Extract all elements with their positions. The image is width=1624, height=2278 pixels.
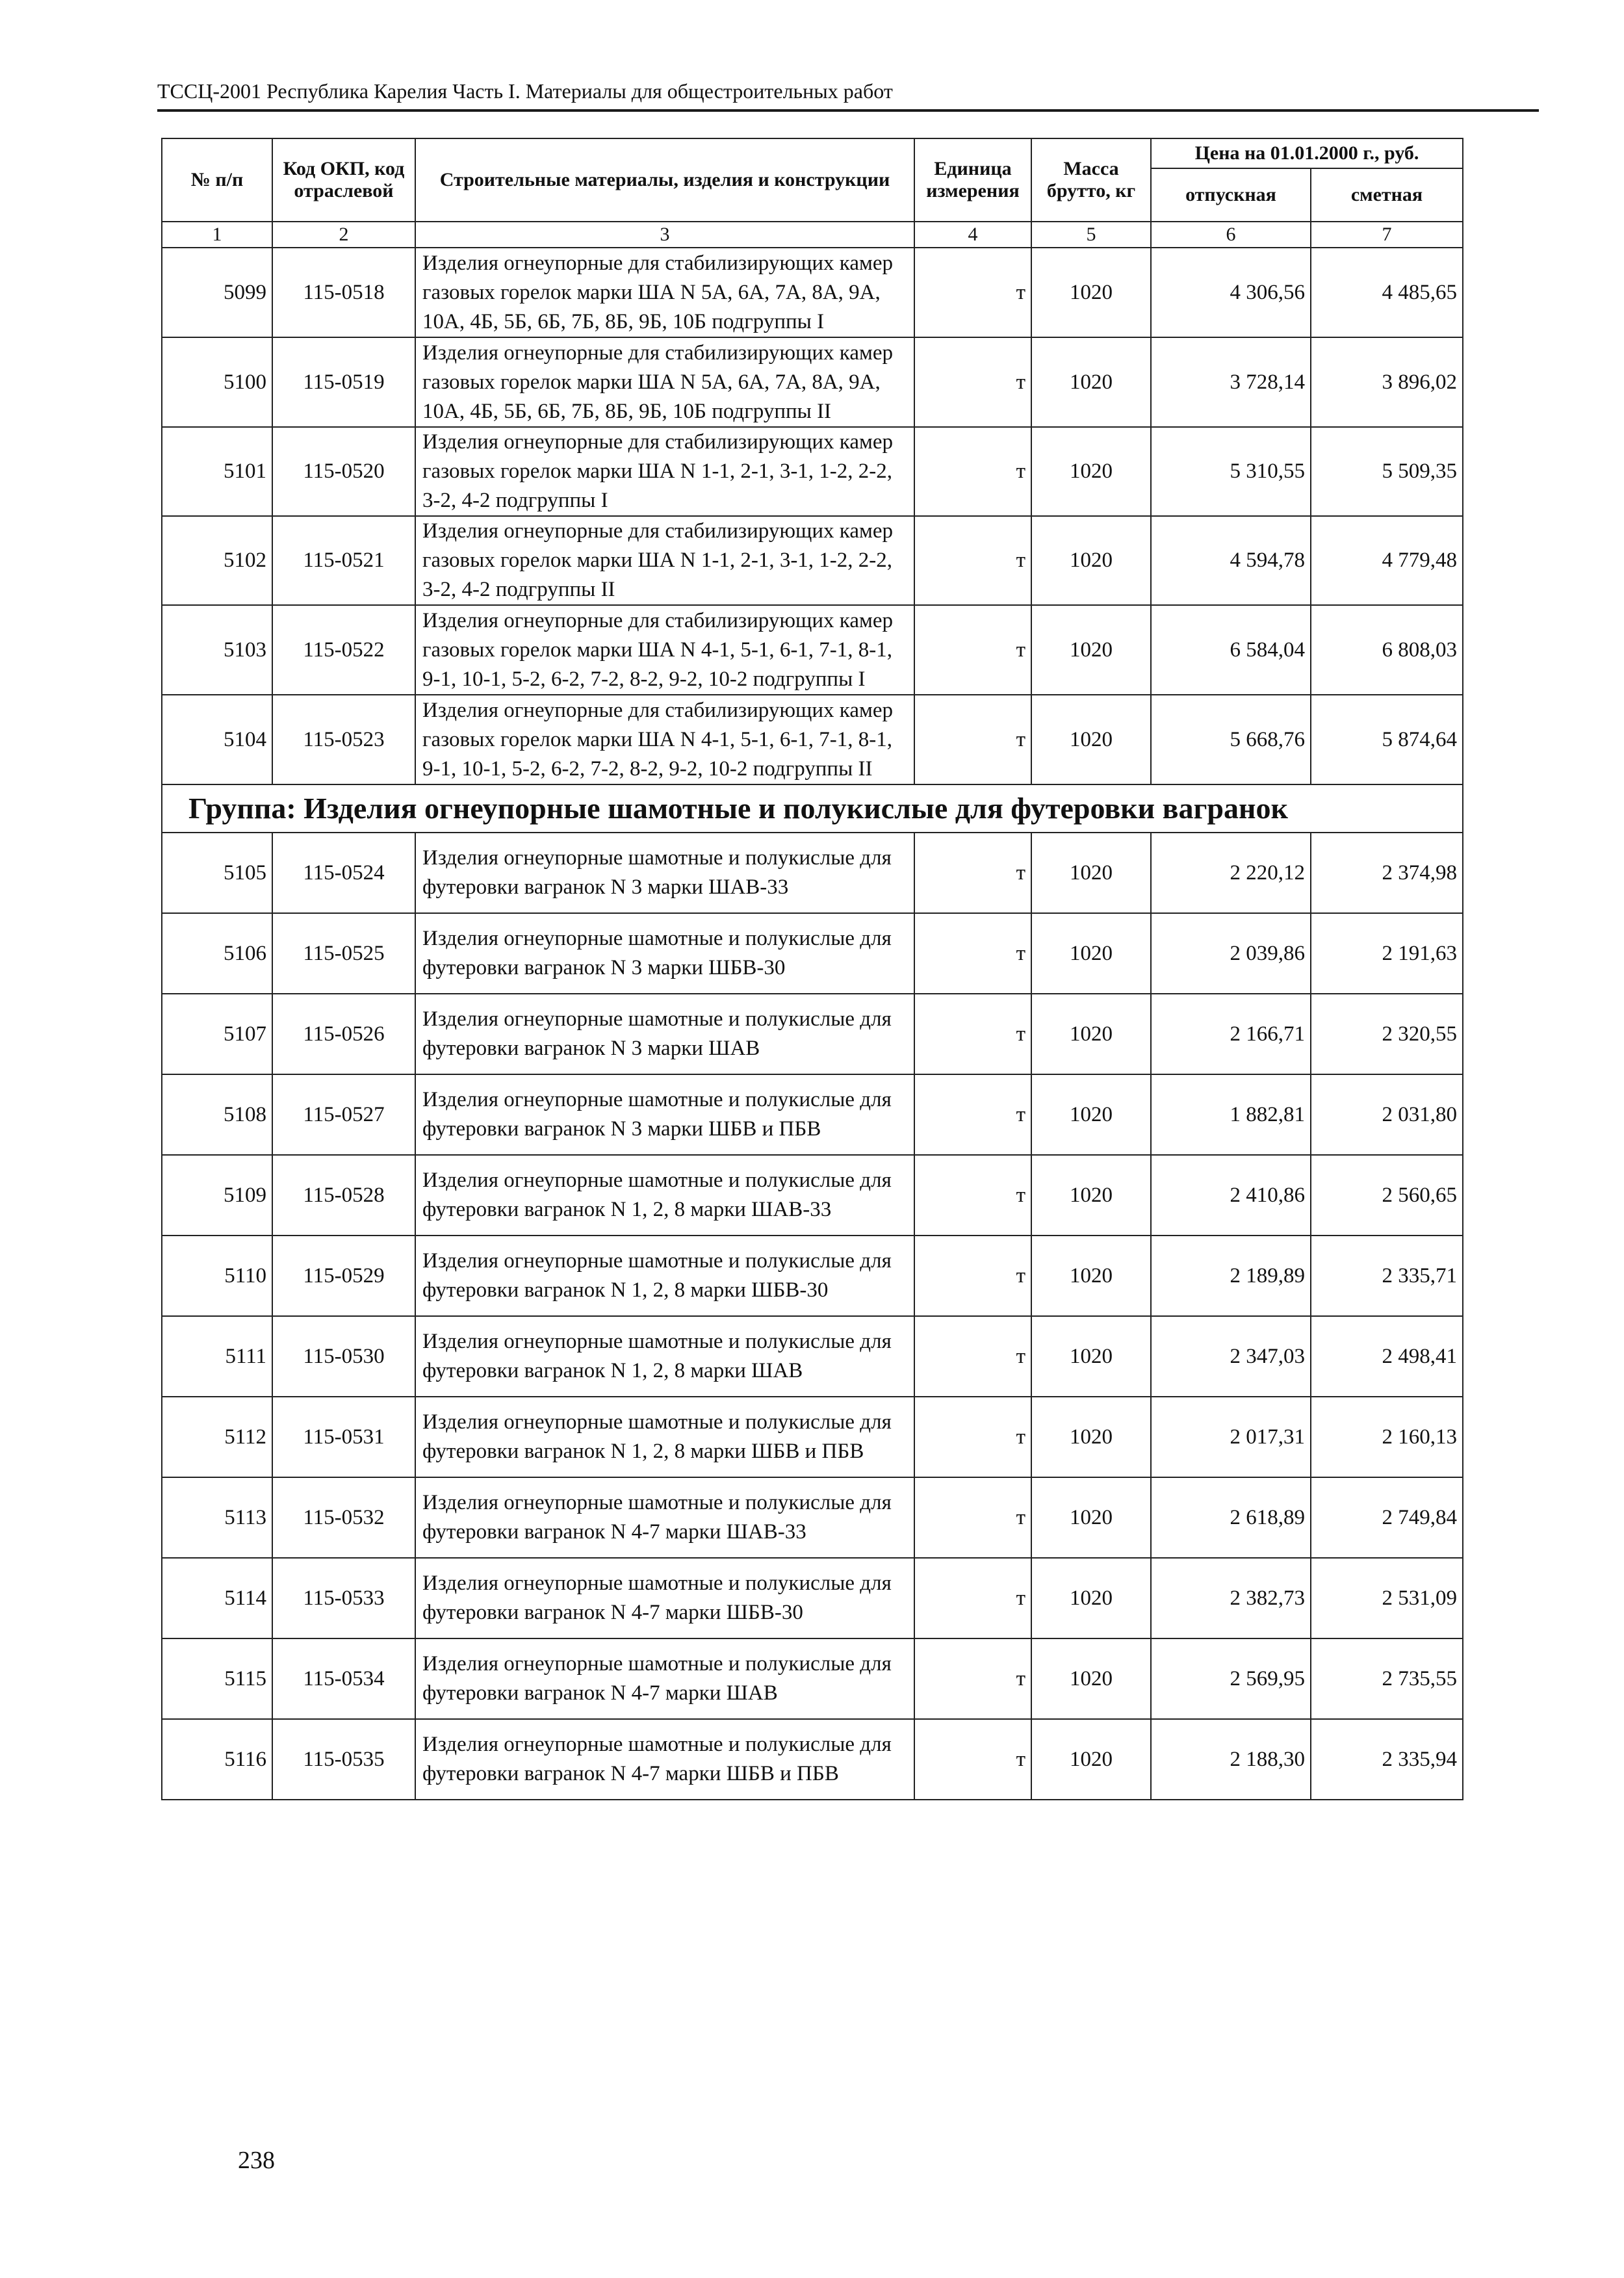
row-price-release: 2 382,73 — [1151, 1558, 1311, 1638]
row-price-release: 5 310,55 — [1151, 427, 1311, 516]
table-row — [162, 516, 1463, 605]
page-number: 238 — [238, 2147, 275, 2174]
row-mass: 1020 — [1031, 1236, 1151, 1316]
row-name: Изделия огнеупорные шамотные и полукислые для футеровки вагранок N 3 марки ШАВ — [415, 994, 914, 1074]
row-price-release: 2 017,31 — [1151, 1397, 1311, 1477]
row-unit: т — [914, 1074, 1031, 1155]
row-mass: 1020 — [1031, 994, 1151, 1074]
row-price-estimate: 2 191,63 — [1311, 913, 1463, 994]
column-number: 5 — [1031, 222, 1151, 248]
row-code: 115-0528 — [272, 1155, 415, 1236]
row-price-estimate: 2 735,55 — [1311, 1638, 1463, 1719]
header-name: Строительные материалы, изделия и конструкции — [415, 138, 914, 222]
row-unit: т — [914, 1155, 1031, 1236]
row-price-release: 2 618,89 — [1151, 1477, 1311, 1558]
row-price-release: 2 347,03 — [1151, 1316, 1311, 1397]
row-mass: 1020 — [1031, 1638, 1151, 1719]
row-code: 115-0531 — [272, 1397, 415, 1477]
column-number: 3 — [415, 222, 914, 248]
row-name: Изделия огнеупорные для стабилизирующих камер газовых горелок марки ША N 1-1, 2-1, 3-1, 1-2, 2-2, 3-2, 4-2 подгруппы I — [415, 427, 914, 516]
row-mass: 1020 — [1031, 1477, 1151, 1558]
row-mass: 1020 — [1031, 427, 1151, 516]
row-index: 5101 — [162, 427, 272, 516]
row-code: 115-0534 — [272, 1638, 415, 1719]
row-mass: 1020 — [1031, 605, 1151, 695]
row-code: 115-0521 — [272, 516, 415, 605]
row-mass: 1020 — [1031, 1719, 1151, 1800]
table-row — [162, 427, 1463, 516]
row-code: 115-0520 — [272, 427, 415, 516]
row-price-release: 2 166,71 — [1151, 994, 1311, 1074]
row-name: Изделия огнеупорные для стабилизирующих камер газовых горелок марки ША N 1-1, 2-1, 3-1, 1-2, 2-2, 3-2, 4-2 подгруппы II — [415, 516, 914, 605]
row-code: 115-0523 — [272, 695, 415, 784]
column-number-row — [162, 222, 1463, 248]
row-mass: 1020 — [1031, 833, 1151, 913]
row-code: 115-0518 — [272, 248, 415, 337]
header-price-estimate: сметная — [1311, 168, 1463, 222]
row-code: 115-0530 — [272, 1316, 415, 1397]
row-mass: 1020 — [1031, 248, 1151, 337]
row-price-estimate: 2 335,71 — [1311, 1236, 1463, 1316]
table-row — [162, 1155, 1463, 1236]
row-index: 5112 — [162, 1397, 272, 1477]
row-code: 115-0522 — [272, 605, 415, 695]
row-code: 115-0525 — [272, 913, 415, 994]
header-rule — [157, 109, 1539, 112]
header-row — [162, 138, 1463, 168]
row-price-release: 2 039,86 — [1151, 913, 1311, 994]
row-name: Изделия огнеупорные для стабилизирующих камер газовых горелок марки ША N 5А, 6А, 7А, 8А, 9А, 10А, 4Б, 5Б, 6Б, 7Б, 8Б, 9Б, 10Б подгруппы II — [415, 337, 914, 427]
table-row — [162, 1719, 1463, 1800]
row-index: 5100 — [162, 337, 272, 427]
row-price-release: 4 594,78 — [1151, 516, 1311, 605]
row-index: 5102 — [162, 516, 272, 605]
row-price-estimate: 2 560,65 — [1311, 1155, 1463, 1236]
row-unit: т — [914, 337, 1031, 427]
row-price-estimate: 5 509,35 — [1311, 427, 1463, 516]
row-index: 5110 — [162, 1236, 272, 1316]
row-index: 5115 — [162, 1638, 272, 1719]
row-name: Изделия огнеупорные шамотные и полукислые для футеровки вагранок N 4-7 марки ШАВ-33 — [415, 1477, 914, 1558]
row-price-estimate: 2 374,98 — [1311, 833, 1463, 913]
row-unit: т — [914, 427, 1031, 516]
header-mass: Масса брутто, кг — [1031, 138, 1151, 222]
row-price-release: 6 584,04 — [1151, 605, 1311, 695]
row-code: 115-0527 — [272, 1074, 415, 1155]
row-mass: 1020 — [1031, 1155, 1151, 1236]
row-unit: т — [914, 1477, 1031, 1558]
table-row — [162, 833, 1463, 913]
row-unit: т — [914, 833, 1031, 913]
row-unit: т — [914, 994, 1031, 1074]
column-number: 1 — [162, 222, 272, 248]
row-price-release: 3 728,14 — [1151, 337, 1311, 427]
row-price-release: 2 188,30 — [1151, 1719, 1311, 1800]
row-unit: т — [914, 1397, 1031, 1477]
row-name: Изделия огнеупорные для стабилизирующих камер газовых горелок марки ША N 4-1, 5-1, 6-1, 7-1, 8-1, 9-1, 10-1, 5-2, 6-2, 7-2, 8-2, 9-2, 10-2 подгруппы II — [415, 695, 914, 784]
row-mass: 1020 — [1031, 695, 1151, 784]
row-price-estimate: 2 031,80 — [1311, 1074, 1463, 1155]
table-body — [162, 248, 1463, 1800]
row-price-release: 5 668,76 — [1151, 695, 1311, 784]
row-price-release: 2 569,95 — [1151, 1638, 1311, 1719]
header-price-release: отпускная — [1151, 168, 1311, 222]
header-price-group: Цена на 01.01.2000 г., руб. — [1151, 138, 1463, 168]
row-price-estimate: 2 335,94 — [1311, 1719, 1463, 1800]
row-index: 5114 — [162, 1558, 272, 1638]
row-index: 5107 — [162, 994, 272, 1074]
row-name: Изделия огнеупорные шамотные и полукислые для футеровки вагранок N 4-7 марки ШБВ и ПБВ — [415, 1719, 914, 1800]
row-name: Изделия огнеупорные шамотные и полукислые для футеровки вагранок N 3 марки ШБВ-30 — [415, 913, 914, 994]
row-index: 5103 — [162, 605, 272, 695]
row-price-estimate: 2 160,13 — [1311, 1397, 1463, 1477]
row-code: 115-0519 — [272, 337, 415, 427]
column-number: 7 — [1311, 222, 1463, 248]
row-price-estimate: 3 896,02 — [1311, 337, 1463, 427]
row-index: 5104 — [162, 695, 272, 784]
row-code: 115-0526 — [272, 994, 415, 1074]
row-name: Изделия огнеупорные шамотные и полукислые для футеровки вагранок N 1, 2, 8 марки ШБВ и ПБВ — [415, 1397, 914, 1477]
row-index: 5113 — [162, 1477, 272, 1558]
row-price-estimate: 2 749,84 — [1311, 1477, 1463, 1558]
row-mass: 1020 — [1031, 516, 1151, 605]
table-row — [162, 248, 1463, 337]
row-index: 5116 — [162, 1719, 272, 1800]
row-unit: т — [914, 1236, 1031, 1316]
row-index: 5106 — [162, 913, 272, 994]
column-number: 4 — [914, 222, 1031, 248]
table-row — [162, 1074, 1463, 1155]
row-code: 115-0529 — [272, 1236, 415, 1316]
row-price-estimate: 2 498,41 — [1311, 1316, 1463, 1397]
column-number: 6 — [1151, 222, 1311, 248]
row-index: 5111 — [162, 1316, 272, 1397]
row-mass: 1020 — [1031, 1397, 1151, 1477]
row-price-release: 2 410,86 — [1151, 1155, 1311, 1236]
group-heading-row — [162, 784, 1463, 833]
running-header: ТССЦ-2001 Республика Карелия Часть I. Материалы для общестроительных работ — [157, 79, 893, 103]
row-mass: 1020 — [1031, 1074, 1151, 1155]
table-row — [162, 1236, 1463, 1316]
row-unit: т — [914, 695, 1031, 784]
row-price-estimate: 5 874,64 — [1311, 695, 1463, 784]
header-code: Код ОКП, код отраслевой — [272, 138, 415, 222]
row-code: 115-0535 — [272, 1719, 415, 1800]
row-unit: т — [914, 605, 1031, 695]
row-code: 115-0524 — [272, 833, 415, 913]
row-unit: т — [914, 1719, 1031, 1800]
price-table — [161, 138, 1463, 1800]
row-name: Изделия огнеупорные для стабилизирующих камер газовых горелок марки ША N 5А, 6А, 7А, 8А, 9А, 10А, 4Б, 5Б, 6Б, 7Б, 8Б, 9Б, 10Б подгруппы I — [415, 248, 914, 337]
row-code: 115-0533 — [272, 1558, 415, 1638]
row-index: 5108 — [162, 1074, 272, 1155]
table-row — [162, 1638, 1463, 1719]
row-unit: т — [914, 1638, 1031, 1719]
row-unit: т — [914, 1558, 1031, 1638]
row-unit: т — [914, 516, 1031, 605]
table-row — [162, 913, 1463, 994]
row-price-estimate: 2 320,55 — [1311, 994, 1463, 1074]
table-row — [162, 1477, 1463, 1558]
row-index: 5109 — [162, 1155, 272, 1236]
row-index: 5105 — [162, 833, 272, 913]
row-mass: 1020 — [1031, 913, 1151, 994]
row-mass: 1020 — [1031, 1316, 1151, 1397]
row-name: Изделия огнеупорные шамотные и полукислые для футеровки вагранок N 1, 2, 8 марки ШАВ — [415, 1316, 914, 1397]
row-mass: 1020 — [1031, 1558, 1151, 1638]
table-row — [162, 1558, 1463, 1638]
row-unit: т — [914, 1316, 1031, 1397]
row-price-estimate: 6 808,03 — [1311, 605, 1463, 695]
row-name: Изделия огнеупорные шамотные и полукислые для футеровки вагранок N 3 марки ШАВ-33 — [415, 833, 914, 913]
header-idx: № п/п — [162, 138, 272, 222]
row-name: Изделия огнеупорные шамотные и полукислые для футеровки вагранок N 4-7 марки ШАВ — [415, 1638, 914, 1719]
row-price-release: 4 306,56 — [1151, 248, 1311, 337]
row-name: Изделия огнеупорные для стабилизирующих камер газовых горелок марки ША N 4-1, 5-1, 6-1, 7-1, 8-1, 9-1, 10-1, 5-2, 6-2, 7-2, 8-2, 9-2, 10-2 подгруппы I — [415, 605, 914, 695]
table-header — [162, 138, 1463, 248]
row-price-release: 1 882,81 — [1151, 1074, 1311, 1155]
header-unit: Единица измерения — [914, 138, 1031, 222]
row-unit: т — [914, 913, 1031, 994]
table-row — [162, 337, 1463, 427]
row-price-estimate: 4 779,48 — [1311, 516, 1463, 605]
table-row — [162, 1397, 1463, 1477]
row-price-release: 2 189,89 — [1151, 1236, 1311, 1316]
group-heading: Группа: Изделия огнеупорные шамотные и полукислые для футеровки вагранок — [162, 784, 1463, 833]
row-mass: 1020 — [1031, 337, 1151, 427]
row-name: Изделия огнеупорные шамотные и полукислые для футеровки вагранок N 4-7 марки ШБВ-30 — [415, 1558, 914, 1638]
row-unit: т — [914, 248, 1031, 337]
row-name: Изделия огнеупорные шамотные и полукислые для футеровки вагранок N 1, 2, 8 марки ШБВ-30 — [415, 1236, 914, 1316]
row-index: 5099 — [162, 248, 272, 337]
table-row — [162, 605, 1463, 695]
table-row — [162, 994, 1463, 1074]
column-number: 2 — [272, 222, 415, 248]
table-row — [162, 1316, 1463, 1397]
row-code: 115-0532 — [272, 1477, 415, 1558]
row-price-estimate: 4 485,65 — [1311, 248, 1463, 337]
row-name: Изделия огнеупорные шамотные и полукислые для футеровки вагранок N 1, 2, 8 марки ШАВ-33 — [415, 1155, 914, 1236]
row-price-estimate: 2 531,09 — [1311, 1558, 1463, 1638]
table-row — [162, 695, 1463, 784]
row-name: Изделия огнеупорные шамотные и полукислые для футеровки вагранок N 3 марки ШБВ и ПБВ — [415, 1074, 914, 1155]
row-price-release: 2 220,12 — [1151, 833, 1311, 913]
